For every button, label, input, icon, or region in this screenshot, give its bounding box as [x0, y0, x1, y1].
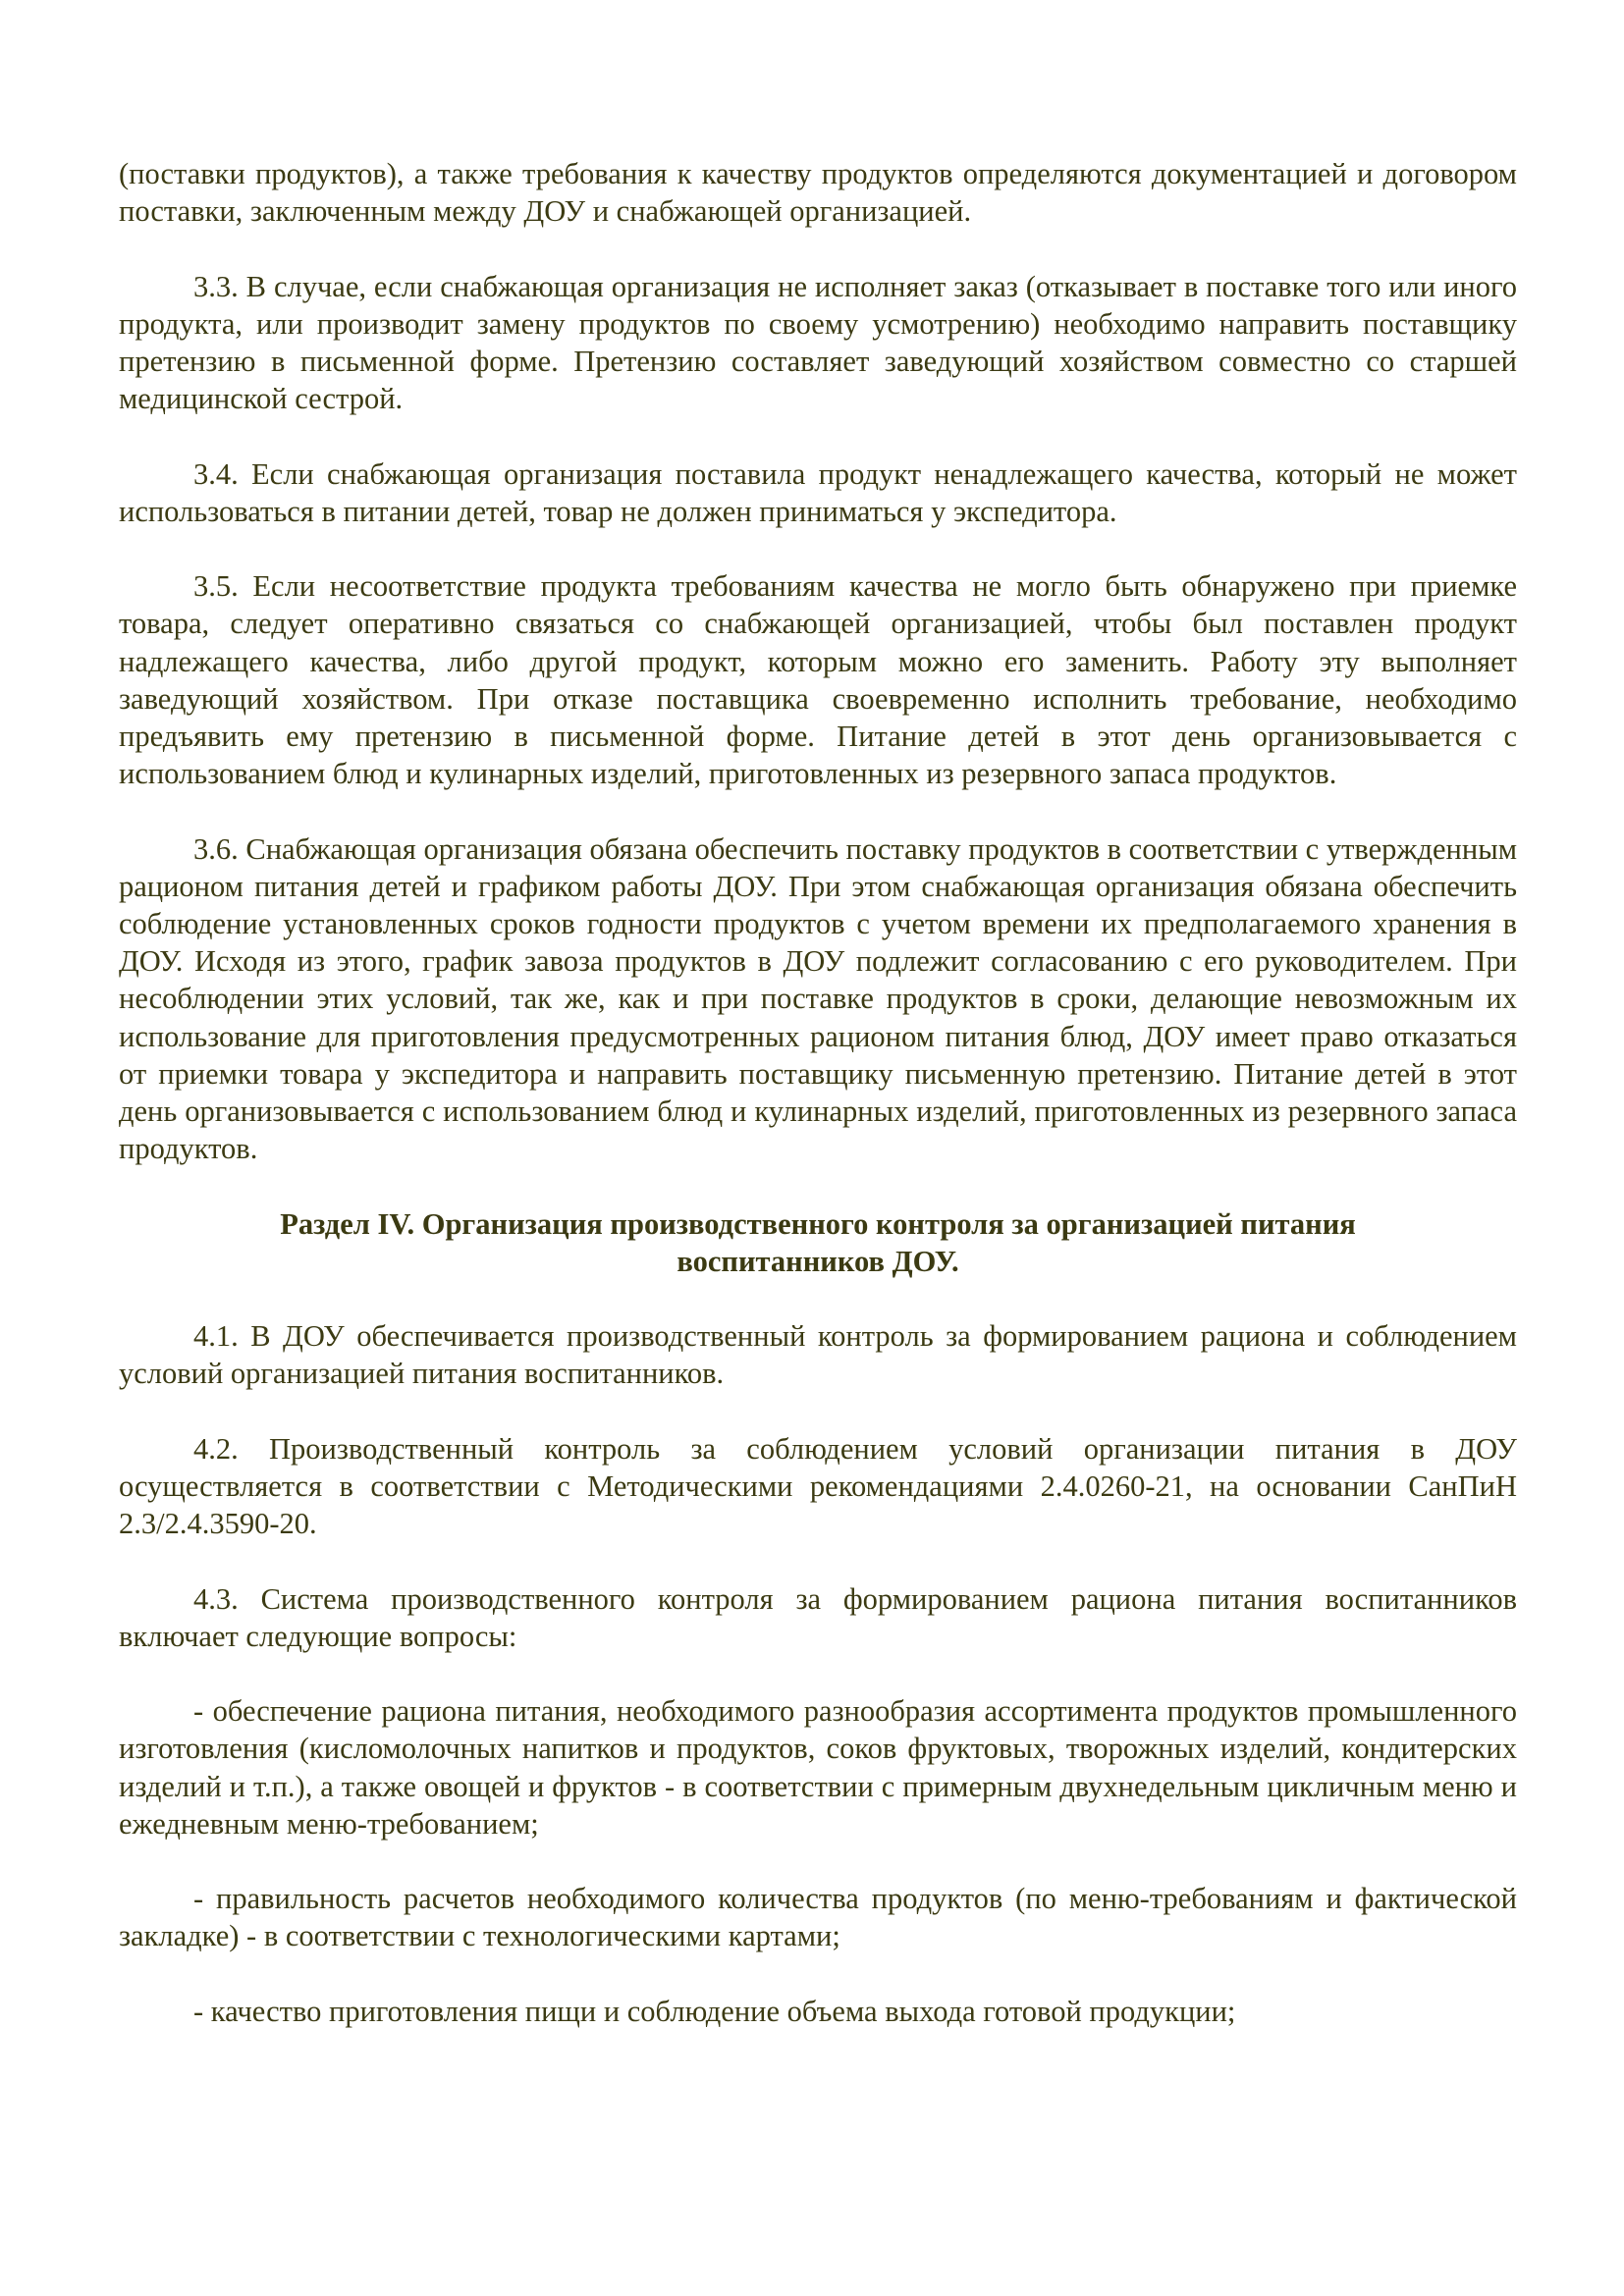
- paragraph-3-3: 3.3. В случае, если снабжающая организация не исполняет заказ (отказывает в поставке того или иного продукта, или производит замену продуктов по своему усмотрению) необходимо направить поставщику претензию в письменной форме. Претензию составляет заведующий хозяйством совместно со старшей медицинской сестрой.: [119, 269, 1517, 416]
- paragraph-3-4: 3.4. Если снабжающая организация поставила продукт ненадлежащего качества, который не может использоваться в питании детей, товар не должен приниматься у экспедитора.: [119, 456, 1517, 528]
- list-item-quality: - качество приготовления пищи и соблюдение объема выхода готовой продукции;: [193, 1994, 1236, 2028]
- paragraph-4-2: 4.2. Производственный контроль за соблюдением условий организации питания в ДОУ осуществляется в соответствии с Методическими рекомендациями 2.4.0260-21, на основании СанПиН 2.3/2.4.3590-20.: [119, 1431, 1517, 1541]
- section-heading-line-1: Раздел IV. Организация производственного контроля за организацией питания: [280, 1206, 1356, 1241]
- list-item-calculations: - правильность расчетов необходимого количества продуктов (по меню-требованиям и фактической закладке) - в соответствии с технологическими картами;: [119, 1882, 1517, 1953]
- section-heading: [119, 1205, 1517, 1280]
- list-item-ration: - обеспечение рациона питания, необходимого разнообразия ассортимента продуктов промышленного изготовления (кисломолочных напитков и продуктов, соков фруктовых, творожных изделий, кондитерских изделий и т.п.), а также овощей и фруктов - в соответствии с примерным двухнедельным цикличным меню и ежедневным меню-требованием;: [119, 1694, 1517, 1841]
- paragraph-4-1: 4.1. В ДОУ обеспечивается производственный контроль за формированием рациона и соблюдением условий организацией питания воспитанников.: [119, 1319, 1517, 1391]
- document-page: [119, 155, 1517, 2067]
- paragraph-4-3: 4.3. Система производственного контроля за формированием рациона питания воспитанников включает следующие вопросы:: [119, 1581, 1517, 1653]
- paragraph-3-6: 3.6. Снабжающая организация обязана обеспечить поставку продуктов в соответствии с утвержденным рационом питания детей и графиком работы ДОУ. При этом снабжающая организация обязана обеспечить соблюдение установленных сроков годности продуктов с учетом времени их предполагаемого хранения в ДОУ. Исходя из этого, график завоза продуктов в ДОУ подлежит согласованию с его руководителем. При несоблюдении этих условий, так же, как и при поставке продуктов в сроки, делающие невозможным их использование для приготовления предусмотренных рационом питания блюд, ДОУ имеет право отказаться от приемки товара у экспедитора и направить поставщику письменную претензию. Питание детей в этот день организовывается с использованием блюд и кулинарных изделий, приготовленных из резервного запаса продуктов.: [119, 831, 1517, 1166]
- section-heading-line-2: воспитанников ДОУ.: [677, 1244, 959, 1278]
- paragraph-3-5: 3.5. Если несоответствие продукта требованиям качества не могло быть обнаружено при приемке товара, следует оперативно связаться со снабжающей организацией, чтобы был поставлен продукт надлежащего качества, либо другой продукт, которым можно его заменить. Работу эту выполняет заведующий хозяйством. При отказе поставщика своевременно исполнить требование, необходимо предъявить ему претензию в письменной форме. Питание детей в этот день организовывается с использованием блюд и кулинарных изделий, приготовленных из резервного запаса продуктов.: [119, 569, 1517, 791]
- paragraph-continued: (поставки продуктов), а также требования к качеству продуктов определяются документацией и договором поставки, заключенным между ДОУ и снабжающей организацией.: [119, 157, 1517, 229]
